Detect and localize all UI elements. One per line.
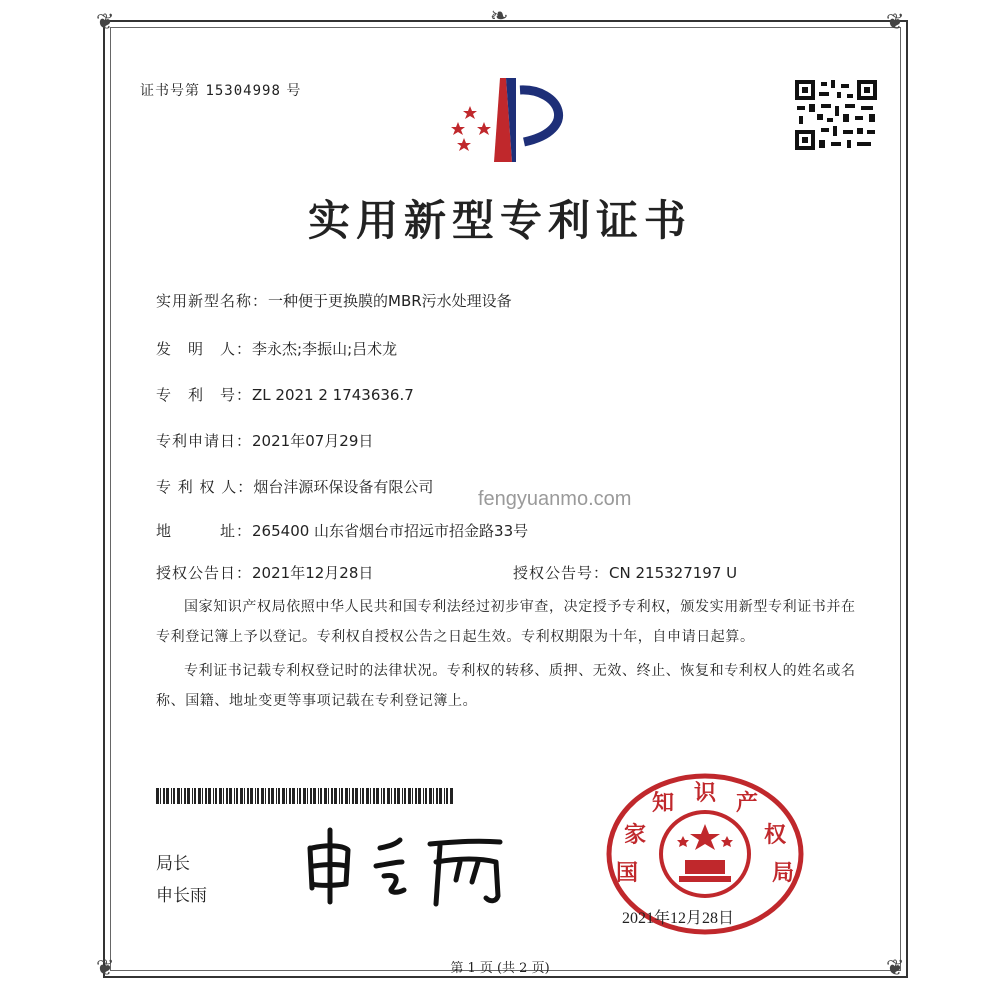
info-field xyxy=(156,384,414,405)
info-field-value: 李永杰;李振山;吕术龙 xyxy=(252,340,398,358)
info-field xyxy=(156,520,528,541)
statement-paragraph-1: 国家知识产权局依照中华人民共和国专利法经过初步审查，决定授予专利权，颁发实用新型专利证书并在专利登记簿上予以登记。专利权自授权公告之日起生效。专利权期限为十年，自申请日起算。 xyxy=(156,599,856,645)
grant-number-value: CN 215327197 U xyxy=(609,564,738,582)
director-title: 局长 xyxy=(156,854,190,874)
ornament-icon: ❧ xyxy=(490,4,509,29)
grant-date-label: 授权公告日： xyxy=(156,564,253,582)
seal-char: 产 xyxy=(735,791,759,816)
info-field-value: 265400 山东省烟台市招远市招金路33号 xyxy=(252,522,529,540)
info-field-value: 2021年07月29日 xyxy=(252,432,374,450)
info-field xyxy=(156,290,512,311)
certificate-number-label: 证书号第 xyxy=(140,83,200,99)
barcode-icon xyxy=(156,788,456,804)
info-field-value: ZL 2021 2 1743636.7 xyxy=(252,386,414,404)
info-field xyxy=(156,430,373,451)
seal-date: 2021年12月28日 xyxy=(622,910,735,927)
info-field-label: 实用新型名称： xyxy=(156,292,269,310)
seal-char: 权 xyxy=(763,823,787,848)
certificate-number-value: 15304998 xyxy=(205,83,281,99)
certificate-number xyxy=(140,80,301,100)
info-field xyxy=(156,476,433,497)
info-field-label: 专 利 号： xyxy=(156,386,253,404)
director-block xyxy=(156,848,207,912)
info-field-label: 专 利 权 人： xyxy=(156,478,254,496)
grant-date-field xyxy=(156,562,373,583)
ornament-icon: ❦ xyxy=(96,956,115,981)
page-number: 第 1 页 (共 2 页) xyxy=(450,961,550,976)
seal-char: 局 xyxy=(771,861,795,886)
ornament-icon: ❦ xyxy=(96,10,115,35)
certificate-title: 实用新型专利证书 xyxy=(307,196,692,245)
grant-date-value: 2021年12月28日 xyxy=(252,564,374,582)
seal-char: 识 xyxy=(693,781,717,806)
info-field-label: 发 明 人： xyxy=(156,340,253,358)
info-field-value: 一种便于更换膜的MBR污水处理设备 xyxy=(268,292,512,310)
info-field-label: 专利申请日： xyxy=(156,432,253,450)
grant-number-label: 授权公告号： xyxy=(513,564,610,582)
qr-code-icon xyxy=(793,78,879,152)
watermark-text: fengyuanmo.com xyxy=(478,488,632,510)
director-signature xyxy=(300,818,530,908)
certificate-number-suffix: 号 xyxy=(286,83,302,99)
info-field-value: 烟台沣源环保设备有限公司 xyxy=(253,478,434,496)
director-name: 申长雨 xyxy=(156,886,207,906)
ornament-icon: ❦ xyxy=(886,956,905,981)
seal-char: 家 xyxy=(623,823,647,848)
info-field xyxy=(156,338,397,359)
cnipa-logo-icon xyxy=(440,70,580,170)
info-field-label: 地 址： xyxy=(156,522,253,540)
grant-number-field xyxy=(513,562,737,583)
seal-char: 知 xyxy=(651,791,675,816)
ornament-icon: ❦ xyxy=(886,10,905,35)
statement-paragraph-2: 专利证书记载专利权登记时的法律状况。专利权的转移、质押、无效、终止、恢复和专利权人的姓名或名称、国籍、地址变更等事项记载在专利登记簿上。 xyxy=(156,663,856,709)
seal-char: 国 xyxy=(615,861,639,886)
